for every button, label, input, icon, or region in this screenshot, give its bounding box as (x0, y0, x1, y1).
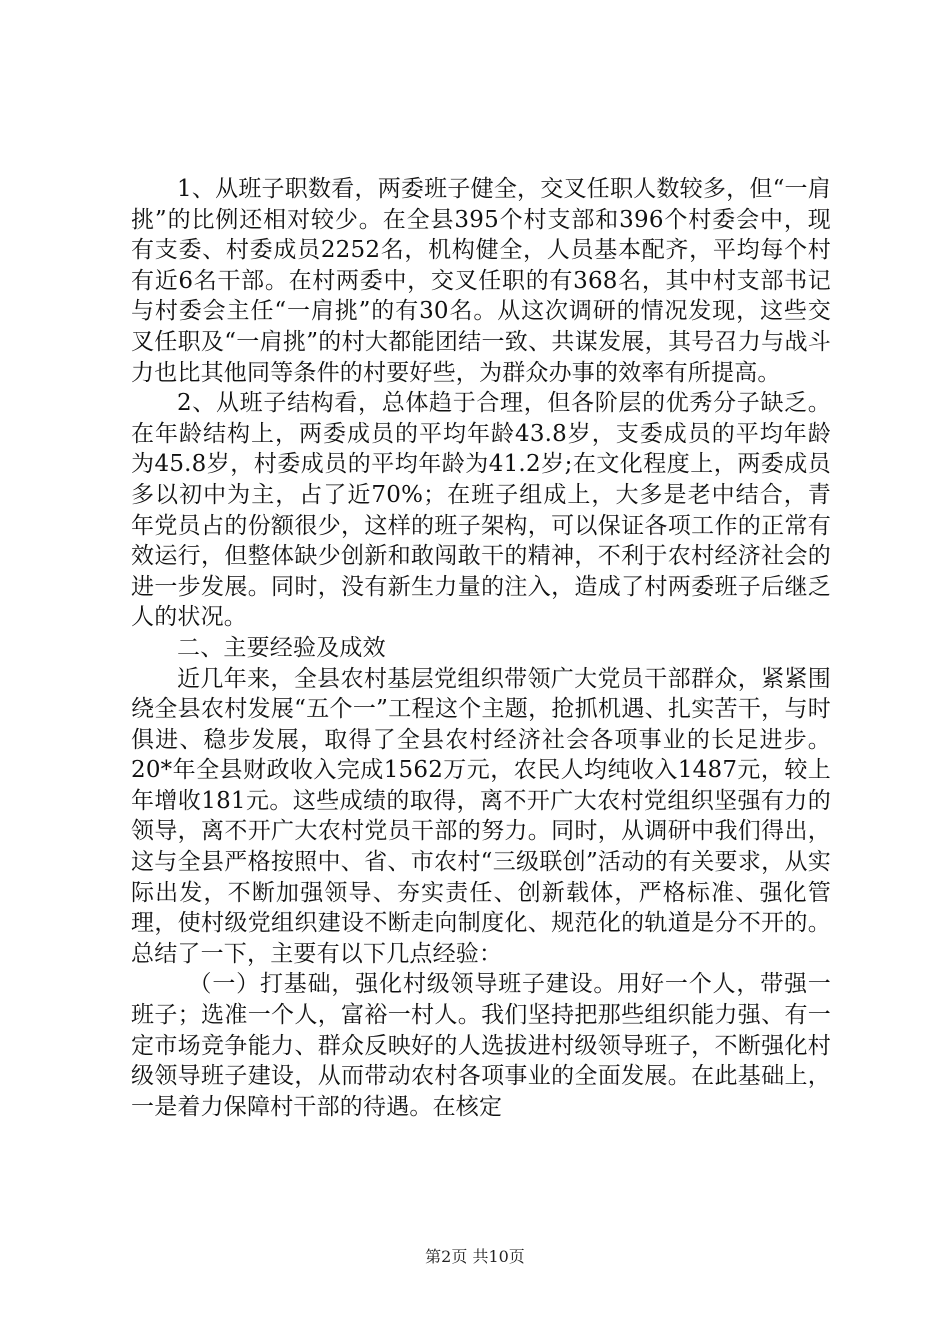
document-body (131, 174, 831, 1122)
paragraph-leadership-count: 1、从班子职数看，两委班子健全，交叉任职人数较多，但“一肩挑”的比例还相对较少。在全县395个村支部和396个村委会中，现有支委、村委成员2252名，机构健全，人员基本配齐，平均每个村有近6名干部。在村两委中，交叉任职的有368名，其中村支部书记与村委会主任“一肩挑”的有30名。从这次调研的情况发现，这些交叉任职及“一肩挑”的村大都能团结一致、共谋发展，其号召力与战斗力也比其他同等条件的村要好些，为群众办事的效率有所提高。 (131, 176, 831, 386)
paragraph-foundation: （一）打基础，强化村级领导班子建设。用好一个人，带强一班子；选准一个人，富裕一村人。我们坚持把那些组织能力强、有一定市场竞争能力、群众反映好的人选拔进村级领导班子，不断强化村级领导班子建设，从而带动农村各项事业的全面发展。在此基础上，一是着力保障村干部的待遇。在核定 (131, 971, 831, 1120)
page-footer: 第2页 共10页 (425, 1247, 525, 1266)
paragraph-achievements: 近几年来，全县农村基层党组织带领广大党员干部群众，紧紧围绕全县农村发展“五个一”工程这个主题，抢抓机遇、扎实苦干，与时俱进、稳步发展，取得了全县农村经济社会各项事业的长足进步。20*年全县财政收入完成1562万元，农民人均纯收入1487元，较上年增收181元。这些成绩的取得，离不开广大农村党组织坚强有力的领导，离不开广大农村党员干部的努力。同时，从调研中我们得出，这与全县严格按照中、省、市农村“三级联创”活动的有关要求，从实际出发，不断加强领导、夯实责任、创新载体，严格标准、强化管理，使村级党组织建设不断走向制度化、规范化的轨道是分不开的。总结了一下，主要有以下几点经验： (131, 665, 831, 967)
section-heading-experience: 二、主要经验及成效 (177, 634, 386, 661)
paragraph-leadership-structure: 2、从班子结构看，总体趋于合理，但各阶层的优秀分子缺乏。在年龄结构上，两委成员的平均年龄43.8岁，支委成员的平均年龄为45.8岁，村委成员的平均年龄为41.2岁;在文化程度上，两委成员多以初中为主，占了近70%；在班子组成上，大多是老中结合，青年党员占的份额很少，这样的班子架构，可以保证各项工作的正常有效运行，但整体缺少创新和敢闯敢干的精神，不利于农村经济社会的进一步发展。同时，没有新生力量的注入，造成了村两委班子后继乏人的状况。 (131, 390, 831, 631)
